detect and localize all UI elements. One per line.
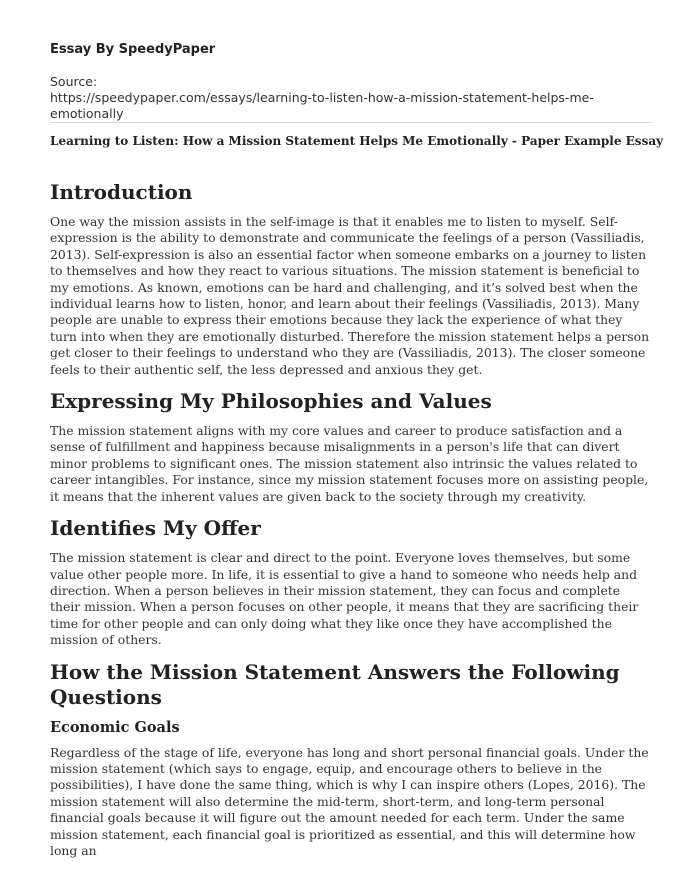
essay-title: Learning to Listen: How a Mission Statement Helps Me Emotionally - Paper Example Essay bbox=[50, 134, 664, 148]
section-heading: How the Mission Statement Answers the Following Questions bbox=[50, 659, 620, 709]
essay-body bbox=[50, 180, 652, 870]
section-paragraph: The mission statement aligns with my core values and career to produce satisfaction and a sense of fulfillment and happiness because misalignments in a person's life that can divert minor problems to significant ones. The mission statement also intrinsic the values related to career intangibles. For instance, since my mission statement focuses more on assisting people, it means that the inherent values are given back to the society through my creativity. bbox=[50, 423, 649, 504]
source-label: Source: bbox=[50, 74, 98, 89]
section-paragraph: Regardless of the stage of life, everyone has long and short personal financial goals. Under the mission statement (which says to engage, equip, and encourage others to believe in the possibilities), I have done the same thing, which is why I can inspire others (Lopes, 2016). The mission statement will also determine the mid-term, short-term, and long-term personal financial goals because it will figure out the amount needed for each term. Under the same mission statement, each financial goal is prioritized as essential, and this will determine how long an bbox=[50, 744, 649, 858]
section-identifies-offer bbox=[50, 516, 652, 648]
section-paragraph: One way the mission assists in the self-image is that it enables me to listen to myself. Self-expression is the ability to demonstrate and communicate the feelings of a person (Vassiliadis, 2013). Self-expression is also an essential factor when someone embarks on a journey to listen to themselves and how they react to various situations. The mission statement is beneficial to my emotions. As known, emotions can be hard and challenging, and it’s solved best when the individual learns how to listen, honor, and learn about their feelings (Vassiliadis, 2013). Many people are unable to express their emotions because they lack the experience of what they turn into when they are emotionally disturbed. Therefore the mission statement helps a person get closer to their feelings to understand who they are (Vassiliadis, 2013). The closer someone feels to their authentic self, the less depressed and anxious they get. bbox=[50, 214, 650, 377]
section-introduction bbox=[50, 180, 652, 378]
section-heading: Identifies My Offer bbox=[50, 516, 261, 541]
section-heading: Expressing My Philosophies and Values bbox=[50, 389, 492, 414]
section-heading: Introduction bbox=[50, 180, 193, 204]
section-philosophies-values bbox=[50, 389, 652, 505]
section-subheading: Economic Goals bbox=[50, 718, 180, 736]
source-block bbox=[50, 74, 652, 122]
section-mission-questions bbox=[50, 660, 652, 860]
brand-label: Essay By SpeedyPaper bbox=[50, 42, 216, 57]
header-divider bbox=[50, 122, 652, 123]
section-paragraph: The mission statement is clear and direct to the point. Everyone loves themselves, but some value other people more. In life, it is essential to give a hand to someone who needs help and direction. When a person believes in their mission statement, they can focus and complete their mission. When a person focuses on other people, it means that they are sacrificing their time for other people and can only doing what they like once they have accomplished the mission of others. bbox=[50, 550, 639, 648]
source-url: https://speedypaper.com/essays/learning-to-listen-how-a-mission-statement-helps-me-emotionally bbox=[50, 90, 594, 121]
